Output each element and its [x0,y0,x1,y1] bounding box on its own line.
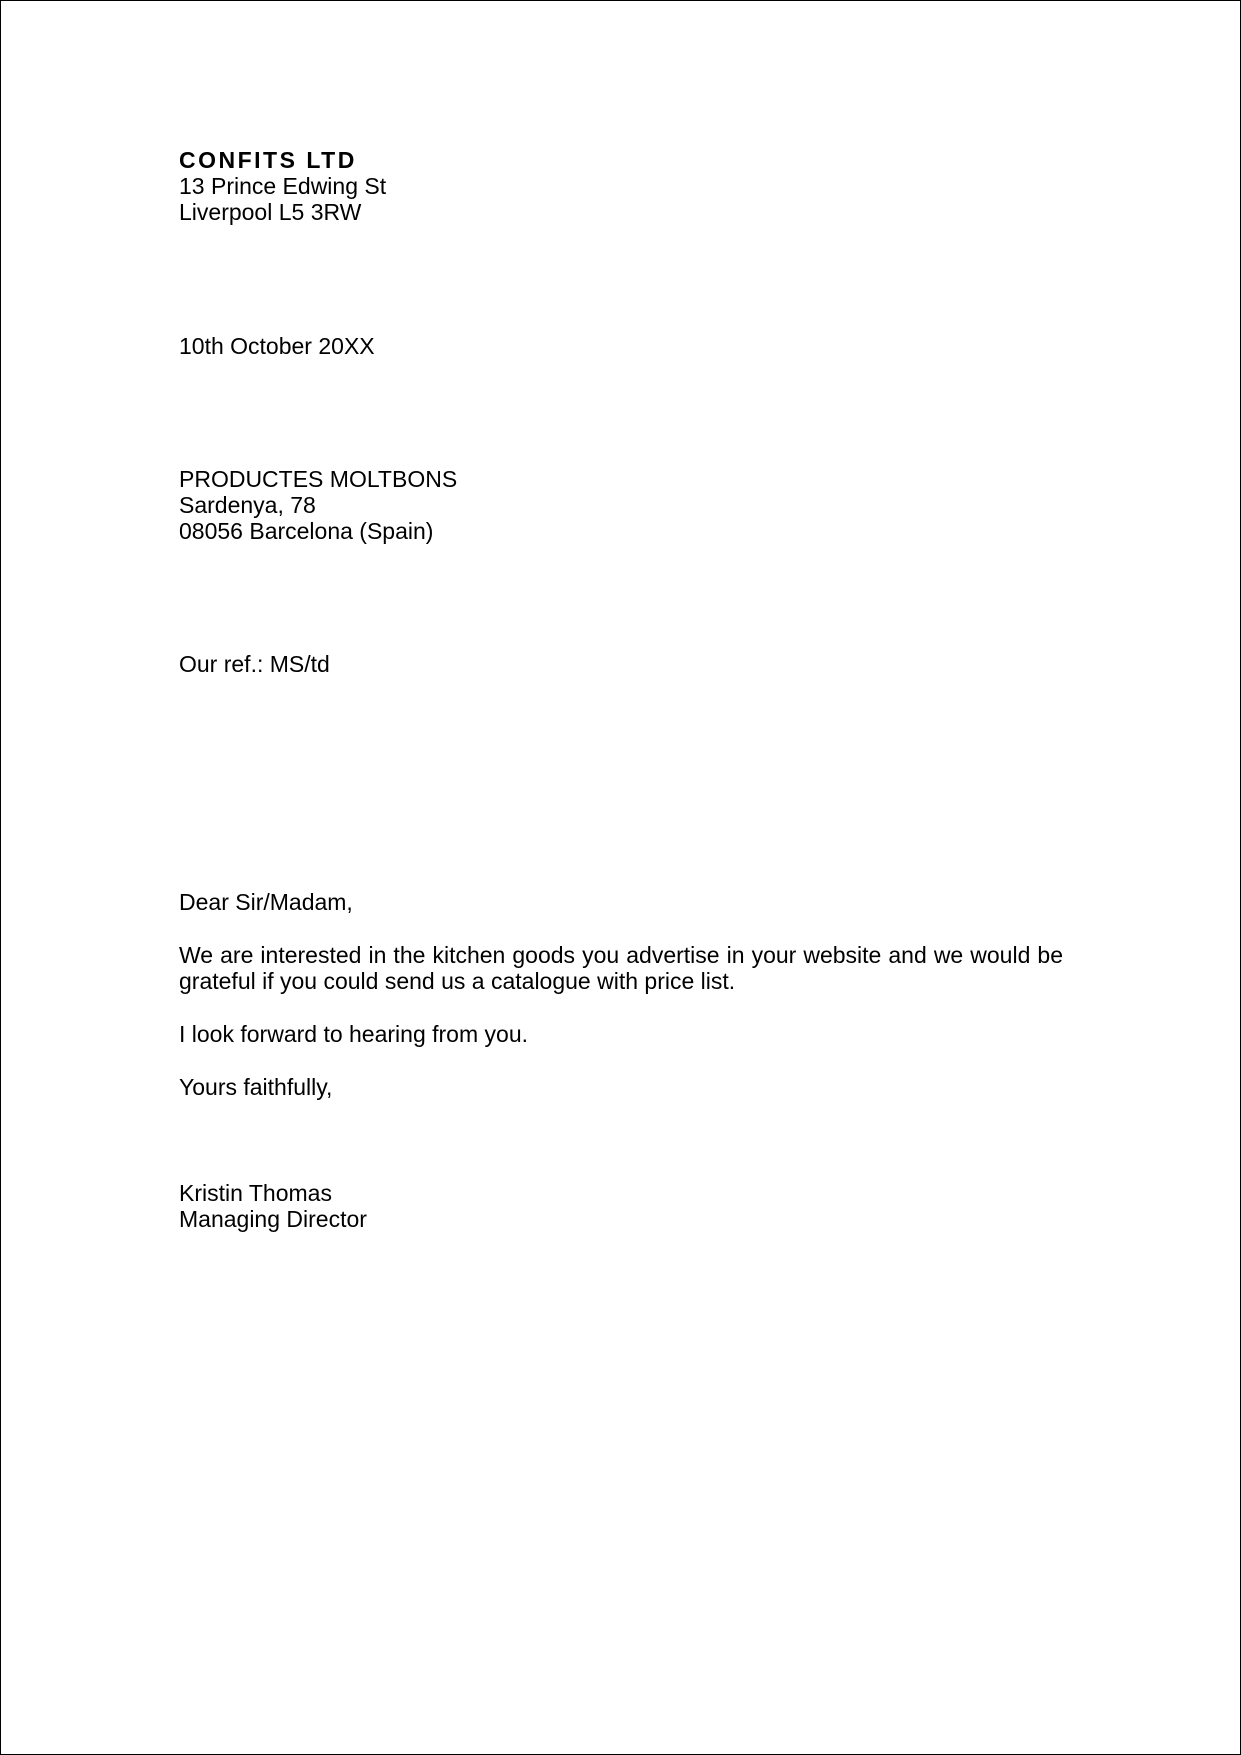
signatory-title: Managing Director [179,1206,367,1232]
letter-reference: Our ref.: MS/td [179,651,330,677]
closing-block [179,1074,332,1100]
body-paragraph-2: I look forward to hearing from you. [179,1021,528,1047]
date-block [179,333,375,359]
recipient-name: PRODUCTES MOLTBONS [179,466,458,492]
reference-block [179,651,330,677]
sender-address-line1: 13 Prince Edwing St [179,173,387,199]
salutation-block [179,889,353,915]
body-paragraph-2-block [179,1021,528,1047]
signatory-block [179,1180,367,1232]
letter-date: 10th October 20XX [179,333,375,359]
body-paragraph-1: We are interested in the kitchen goods you advertise in your website and we would be grateful if you could send us a catalogue with price list. [179,942,1063,994]
recipient-address-line2: 08056 Barcelona (Spain) [179,518,434,544]
sender-company: CONFITS LTD [179,147,357,173]
salutation: Dear Sir/Madam, [179,889,353,915]
sender-block [179,147,386,225]
recipient-address-line1: Sardenya, 78 [179,492,316,518]
sender-address-line2: Liverpool L5 3RW [179,199,362,225]
signatory-name: Kristin Thomas [179,1180,332,1206]
recipient-block [179,466,457,544]
closing: Yours faithfully, [179,1074,333,1100]
